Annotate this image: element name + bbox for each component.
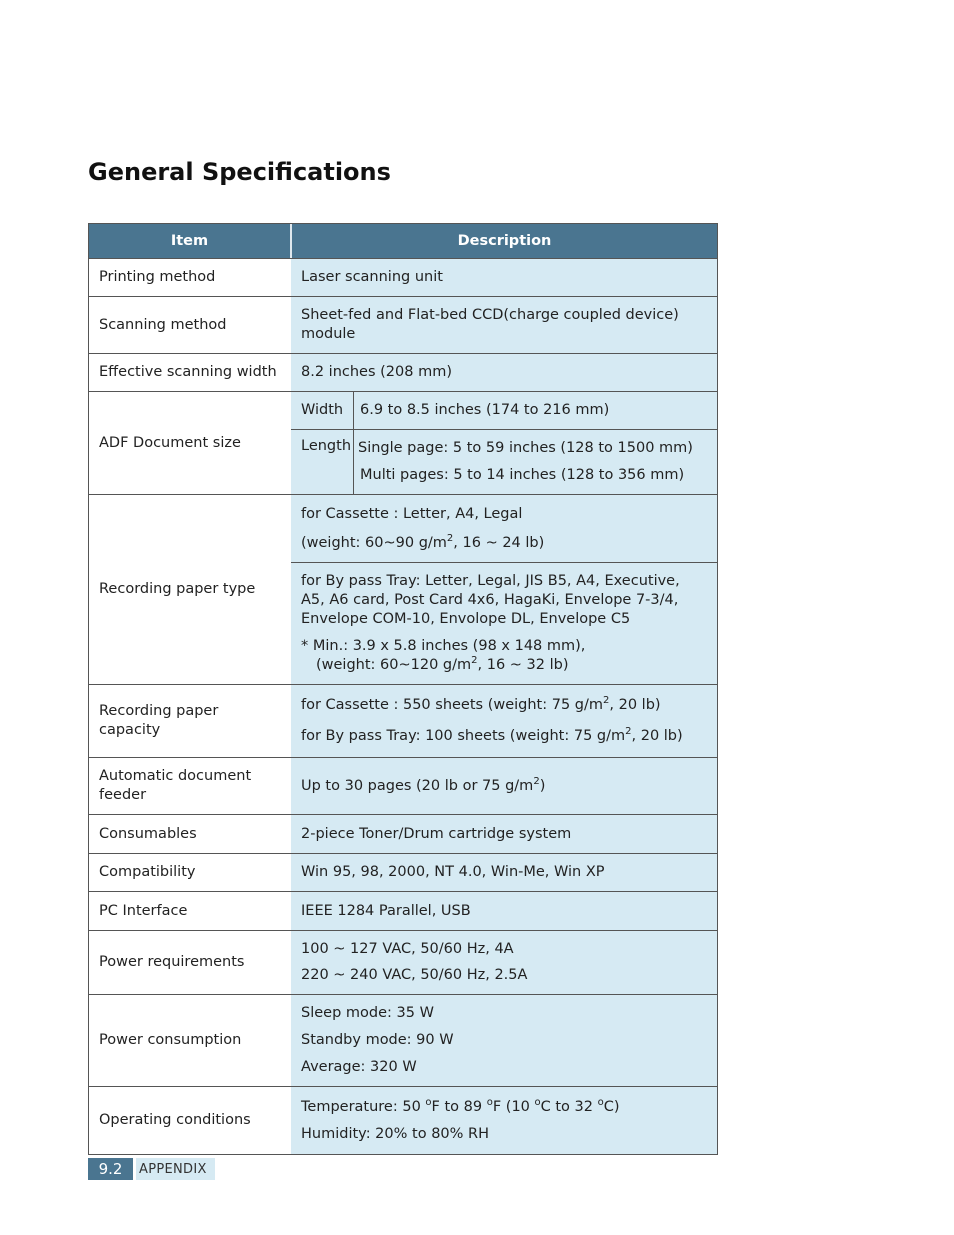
description-cell: Sheet-fed and Flat-bed CCD(charge coupled device) module xyxy=(291,297,717,353)
item-cell: PC Interface xyxy=(89,892,291,930)
table-row xyxy=(89,353,717,391)
table-row xyxy=(89,757,717,814)
adf-length-row xyxy=(291,429,717,494)
item-cell: Printing method xyxy=(89,259,291,296)
bypass-subcell: for By pass Tray: Letter, Legal, JIS B5, A4, Executive, A5, A6 card, Post Card 4x6, HagaKi, Envelope 7-3/4, Envelope COM-10, Envolope DL, Envelope C5 * Min.: 3.9 x 5.8 inches (98 x 148 mm), (weight: 60~120 $g/m^2$, 16 ~ 32 lb) xyxy=(291,562,717,684)
adf-width-value: 6.9 to 8.5 inches (174 to 216 mm) xyxy=(353,392,717,429)
table-row xyxy=(89,296,717,353)
description-cell: 100 ~ 127 VAC, 50/60 Hz, 4A 220 ~ 240 VAC, 50/60 Hz, 2.5A xyxy=(291,931,717,994)
item-cell: Scanning method xyxy=(89,297,291,353)
description-cell xyxy=(291,495,717,684)
description-cell: for Cassette : 550 sheets (weight: 75 $g/m^2$, 20 lb) for By pass Tray: 100 sheets (weight: 75 $g/m^2$, 20 lb) xyxy=(291,685,717,757)
description-cell: Up to 30 pages (20 lb or 75 $g/m^2$) xyxy=(291,758,717,814)
item-cell: Automatic document feeder xyxy=(89,758,291,814)
description-cell: Sleep mode: 35 W Standby mode: 90 W Average: 320 W xyxy=(291,995,717,1086)
table-row xyxy=(89,1086,717,1154)
item-cell: Recording paper capacity xyxy=(89,685,291,757)
description-cell xyxy=(291,392,717,494)
header-item: Item xyxy=(89,224,292,258)
page-title: General Specifications xyxy=(88,158,391,186)
item-cell: Power consumption xyxy=(89,995,291,1086)
page-footer xyxy=(88,1158,215,1180)
adf-width-row xyxy=(291,392,717,429)
item-cell: Consumables xyxy=(89,815,291,853)
page-number: 9.2 xyxy=(88,1158,133,1180)
description-cell: 2-piece Toner/Drum cartridge system xyxy=(291,815,717,853)
specifications-table xyxy=(88,223,718,1155)
description-cell: Laser scanning unit xyxy=(291,259,717,296)
adf-width-label: Width xyxy=(301,402,344,418)
header-description: Description xyxy=(457,233,552,249)
table-row xyxy=(89,684,717,757)
table-row xyxy=(89,494,717,684)
table-row xyxy=(89,853,717,891)
adf-length-label: Length xyxy=(301,438,352,454)
table-row xyxy=(89,391,717,494)
item-cell: Recording paper type xyxy=(89,495,291,684)
description-cell: IEEE 1284 Parallel, USB xyxy=(291,892,717,930)
item-cell: Compatibility xyxy=(89,854,291,891)
description-cell: Win 95, 98, 2000, NT 4.0, Win-Me, Win XP xyxy=(291,854,717,891)
cassette-subcell: for Cassette : Letter, A4, Legal (weight: 60~90 $g/m^2$, 16 ~ 24 lb) xyxy=(301,505,545,551)
table-row xyxy=(89,994,717,1086)
description-cell: 8.2 inches (208 mm) xyxy=(291,354,717,391)
adf-length-value: Single page: 5 to 59 inches (128 to 1500 mm) Multi pages: 5 to 14 inches (128 to 356 mm) xyxy=(353,430,717,494)
table-row xyxy=(89,891,717,930)
item-cell: Operating conditions xyxy=(89,1087,291,1154)
section-label: APPENDIX xyxy=(136,1158,215,1180)
table-header xyxy=(89,224,717,258)
table-row xyxy=(89,814,717,853)
table-row xyxy=(89,930,717,994)
item-cell: Power requirements xyxy=(89,931,291,994)
item-cell: Effective scanning width xyxy=(89,354,291,391)
table-row xyxy=(89,258,717,296)
item-cell: ADF Document size xyxy=(89,392,291,494)
description-cell: Temperature: 50 $^o$F to 89 $^o$F (10 $^o$C to 32 $^o$C) Humidity: 20% to 80% RH xyxy=(291,1087,717,1154)
